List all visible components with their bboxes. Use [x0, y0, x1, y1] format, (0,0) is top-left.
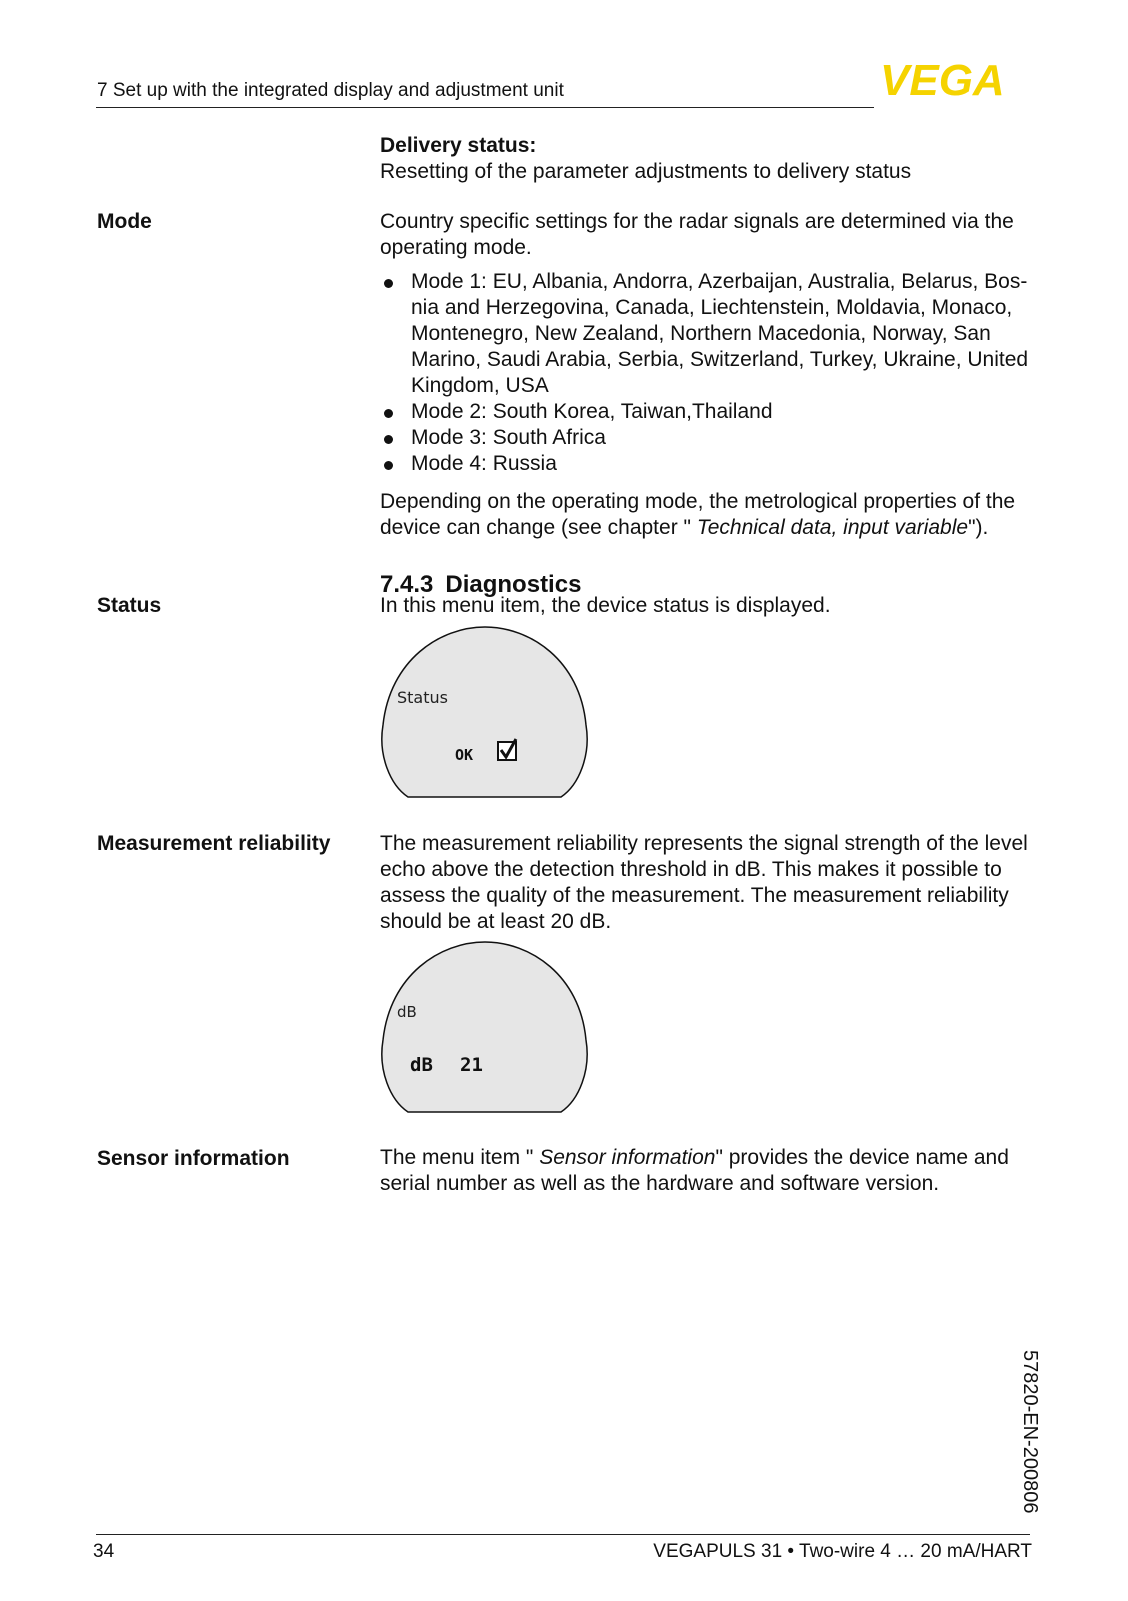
- display-title: dB: [397, 1003, 417, 1021]
- reliability-text: The measurement reliability represents the signal strength of the level echo above the detection threshold in dB. This makes it possible to assess the quality of the measurement. The measurement reliability should be at least 20 dB.: [380, 832, 1028, 933]
- mode-list: [380, 269, 1040, 477]
- status-display-illustration: [380, 625, 590, 805]
- running-header: 7 Set up with the integrated display and adjustment unit: [97, 80, 564, 101]
- list-item: Mode 1: EU, Albania, Andorra, Azerbaijan, Australia, Belarus, Bos-nia and Herzegovina, Canada, Liechtenstein, Moldavia, Monaco, Montenegro, New Zealand, Northern Macedonia, Norway, San Marino, Saudi Arabia, Serbia, Switzerland, Turkey, Ukraine, United Kingdom, USA: [380, 269, 1040, 399]
- section-number: 7.4.3: [380, 571, 434, 598]
- footer-product: VEGAPULS 31 • Two-wire 4 … 20 mA/HART: [653, 1541, 1032, 1562]
- vega-logo: [880, 58, 1030, 100]
- page-number: 34: [93, 1541, 115, 1562]
- section-title: Diagnostics: [445, 571, 582, 598]
- status-label: Status: [97, 594, 162, 617]
- list-item: Mode 3: South Africa: [380, 425, 1040, 451]
- reliability-label: Measurement reliability: [97, 832, 331, 855]
- delivery-status-text: Resetting of the parameter adjustments to delivery status: [380, 160, 912, 183]
- display-title: Status: [397, 688, 448, 707]
- bullet-icon: [384, 279, 393, 288]
- status-text: In this menu item, the device status is displayed.: [380, 594, 831, 617]
- mode-intro: Country specific settings for the radar signals are determined via the operating mode.: [380, 210, 1014, 259]
- document-code: 57820-EN-200806: [1019, 1350, 1041, 1514]
- display-value: OK: [455, 746, 474, 764]
- mode-section: [380, 209, 1040, 541]
- bullet-icon: [384, 409, 393, 418]
- sensor-label: Sensor information: [97, 1147, 290, 1170]
- header-divider: [96, 107, 874, 108]
- mode-label: Mode: [97, 210, 152, 233]
- bullet-icon: [384, 435, 393, 444]
- delivery-status-title: Delivery status:: [380, 134, 537, 157]
- display-unit: dB: [410, 1054, 433, 1076]
- checkbox-checked-icon: [498, 739, 516, 760]
- footer-divider: [96, 1534, 1030, 1535]
- list-item: Mode 4: Russia: [380, 451, 1040, 477]
- display-value: 21: [460, 1054, 483, 1076]
- logo-text: VEGA: [880, 58, 1005, 100]
- delivery-status-block: [380, 133, 1040, 185]
- mode-note: Depending on the operating mode, the metrological properties of the device can change (see chapter " Technical data, input variable").: [380, 490, 1016, 539]
- bullet-icon: [384, 461, 393, 470]
- reliability-display-illustration: [380, 940, 590, 1120]
- sensor-text: The menu item " Sensor information" provides the device name and serial number as well as the hardware and software version.: [380, 1146, 1009, 1195]
- list-item: Mode 2: South Korea, Taiwan,Thailand: [380, 399, 1040, 425]
